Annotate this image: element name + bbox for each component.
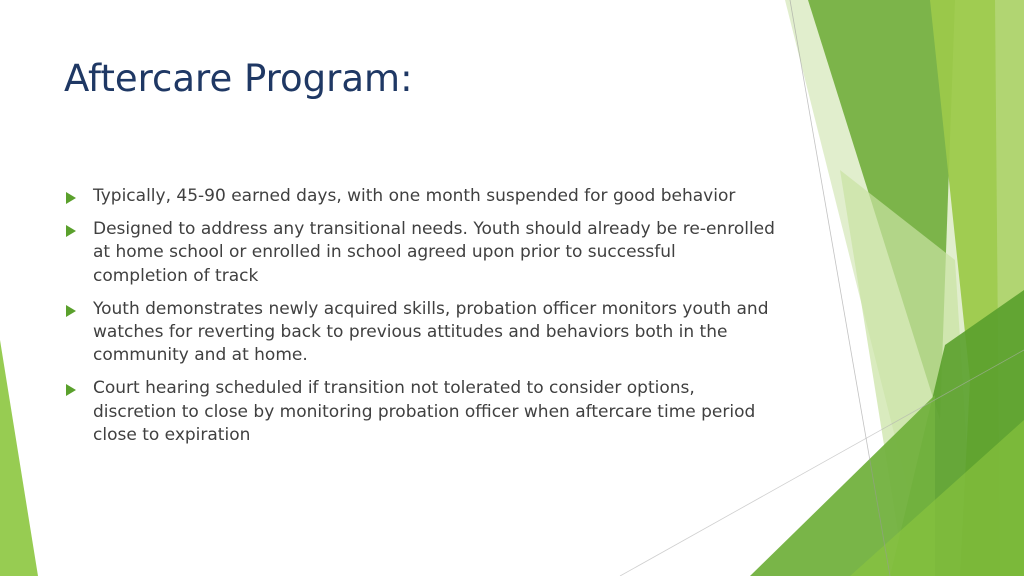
bullet-item bbox=[66, 298, 776, 368]
bullet-arrow-icon bbox=[66, 225, 76, 237]
bullet-text: Typically, 45-90 earned days, with one month suspended for good behavior bbox=[93, 186, 736, 206]
bullet-item bbox=[66, 185, 776, 208]
bullet-text: Youth demonstrates newly acquired skills, probation officer monitors youth and watches for reverting back to previous attitudes and behaviors both in the community and at home. bbox=[93, 298, 769, 366]
slide-title: Aftercare Program: bbox=[64, 57, 413, 100]
bullet-list bbox=[66, 185, 776, 457]
bullet-arrow-icon bbox=[66, 384, 76, 396]
bullet-text: Court hearing scheduled if transition not tolerated to consider options, discretion to close by monitoring probation officer when aftercare time period close to expiration bbox=[93, 378, 756, 445]
left-green-sliver bbox=[0, 340, 38, 576]
bullet-item bbox=[66, 218, 776, 288]
bullet-arrow-icon bbox=[66, 192, 76, 204]
bullet-item bbox=[66, 377, 776, 447]
bullet-arrow-icon bbox=[66, 305, 76, 317]
bullet-text: Designed to address any transitional needs. Youth should already be re-enrolled at home school or enrolled in school agreed upon prior to successful completion of track bbox=[93, 219, 775, 286]
